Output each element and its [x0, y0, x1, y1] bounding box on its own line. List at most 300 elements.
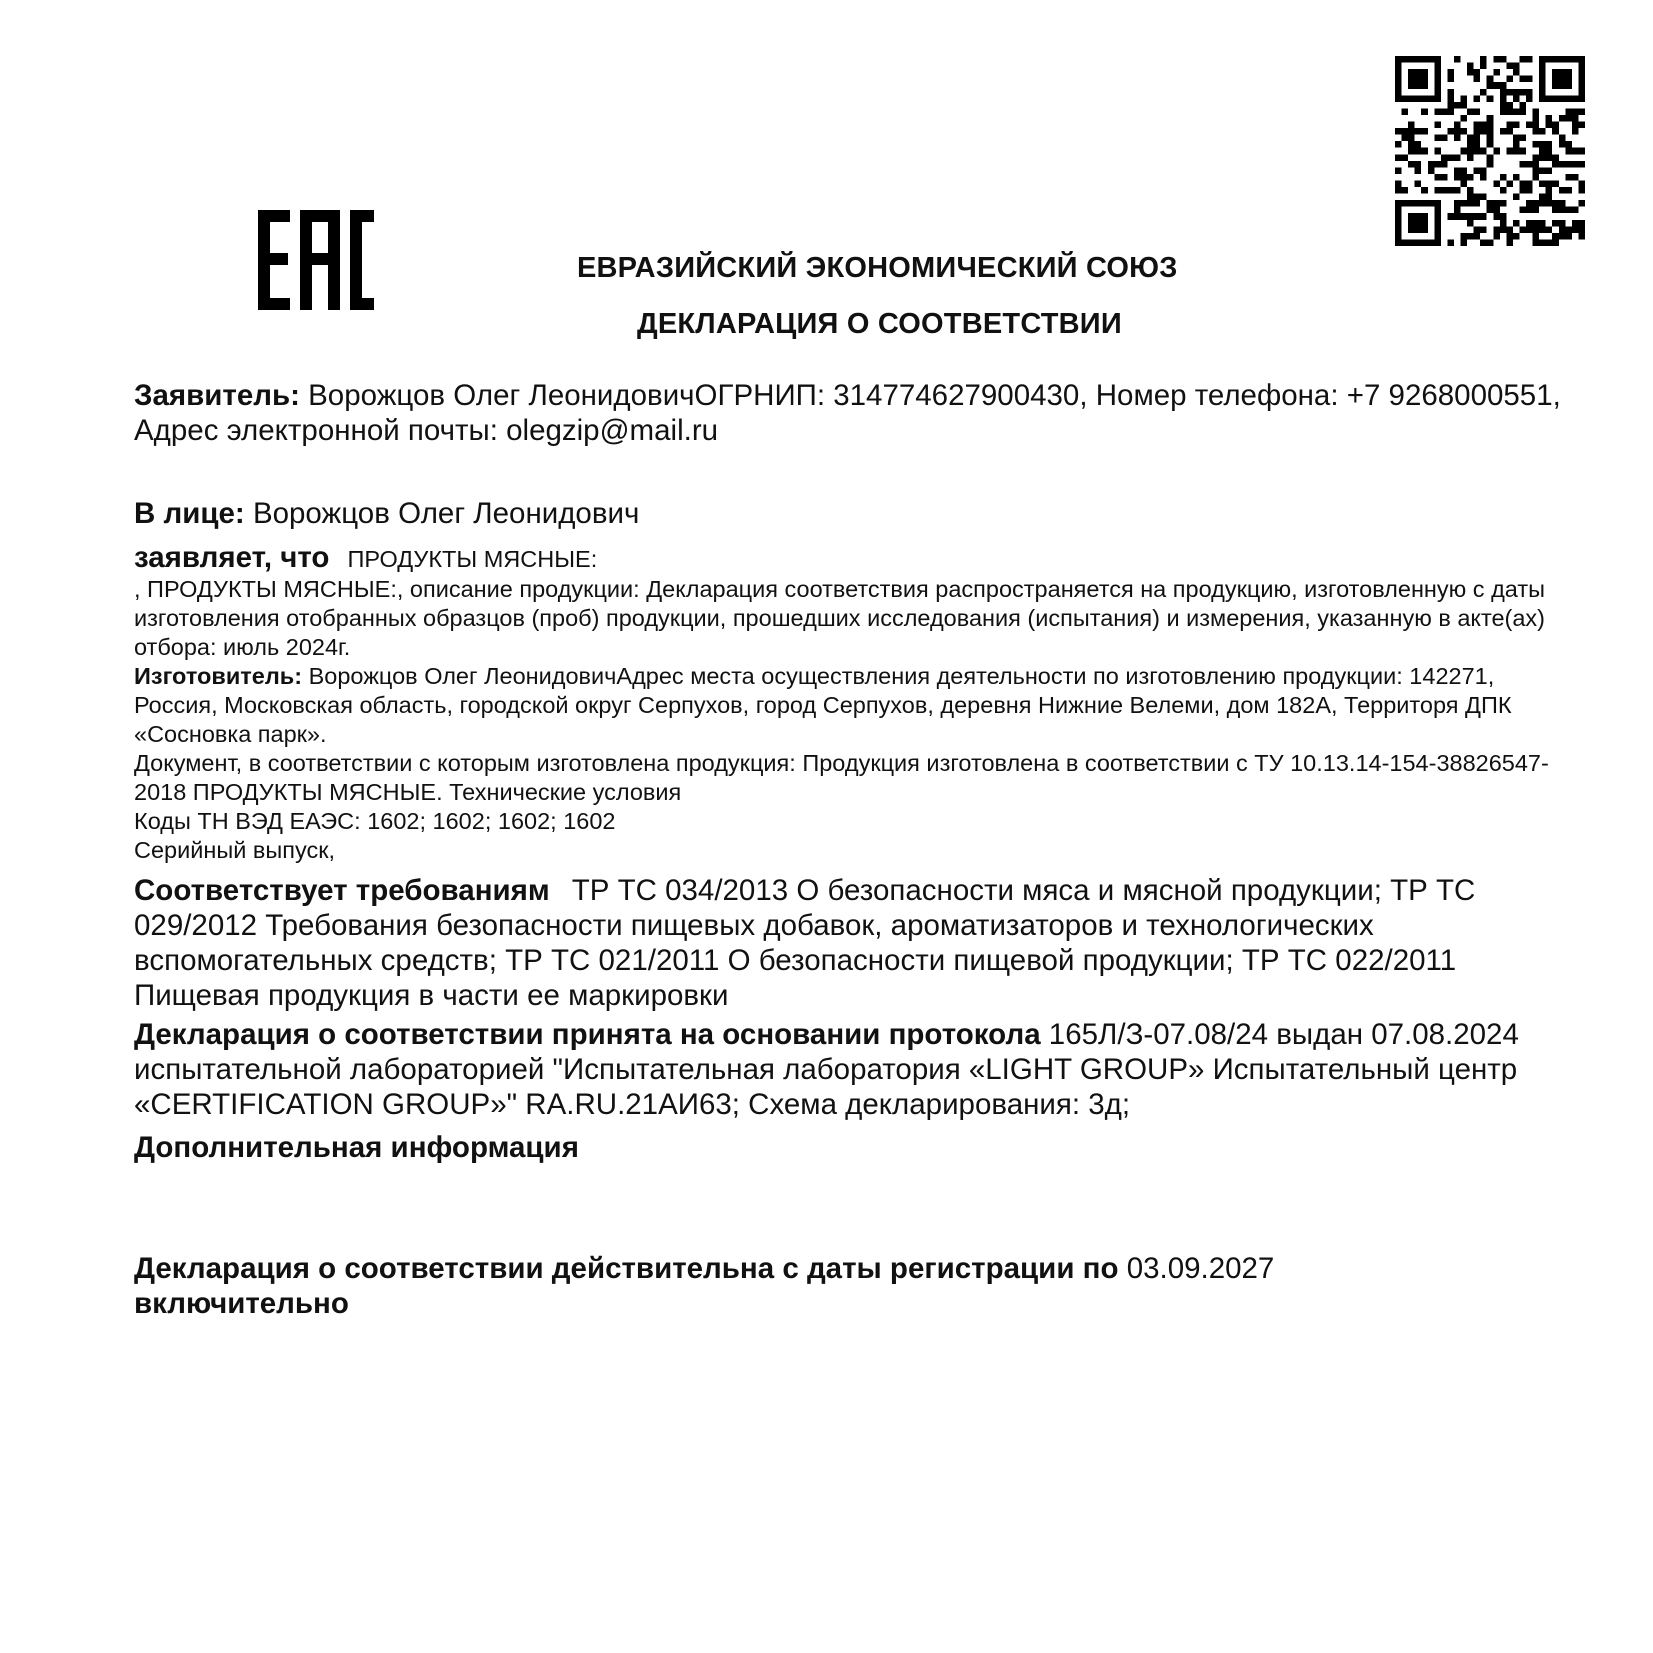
qr-module: [1533, 233, 1540, 240]
qr-module: [1434, 135, 1441, 142]
qr-module: [1454, 154, 1461, 161]
qr-module: [1428, 167, 1435, 174]
qr-module: [1467, 108, 1474, 115]
qr-module: [1506, 63, 1513, 70]
qr-module: [1487, 135, 1494, 142]
qr-module: [1487, 115, 1494, 122]
qr-module: [1572, 220, 1579, 227]
qr-module: [1447, 213, 1454, 220]
qr-module: [1539, 194, 1546, 201]
qr-module: [1461, 174, 1468, 181]
qr-module: [1428, 161, 1435, 168]
qr-module: [1447, 89, 1454, 96]
qr-module: [1467, 154, 1474, 161]
qr-module: [1552, 207, 1559, 214]
qr-module: [1408, 161, 1415, 168]
qr-module: [1480, 128, 1487, 135]
qr-module: [1513, 135, 1520, 142]
qr-module: [1454, 128, 1461, 135]
qr-module: [1480, 174, 1487, 181]
qr-module: [1474, 213, 1481, 220]
qr-module: [1454, 56, 1461, 63]
conformity-label: Соответствует требованиям: [134, 874, 550, 907]
qr-module: [1480, 56, 1487, 63]
qr-module: [1572, 174, 1579, 181]
qr-module: [1578, 226, 1585, 233]
qr-module: [1447, 187, 1454, 194]
qr-module: [1578, 108, 1585, 115]
qr-module: [1552, 233, 1559, 240]
qr-module: [1513, 69, 1520, 76]
declaration-body: [134, 378, 1564, 1321]
qr-module: [1572, 148, 1579, 155]
qr-module: [1565, 187, 1572, 194]
qr-module: [1395, 128, 1402, 135]
product-details: [134, 575, 1564, 865]
qr-module: [1513, 141, 1520, 148]
qr-module: [1474, 141, 1481, 148]
qr-module: [1474, 76, 1481, 83]
qr-module: [1533, 154, 1540, 161]
qr-module: [1480, 213, 1487, 220]
qr-module: [1474, 148, 1481, 155]
qr-module: [1487, 161, 1494, 168]
qr-module: [1513, 89, 1520, 96]
qr-module: [1506, 148, 1513, 155]
qr-module: [1533, 115, 1540, 122]
qr-module: [1461, 102, 1468, 109]
qr-module: [1578, 200, 1585, 207]
qr-module: [1487, 122, 1494, 129]
qr-module: [1539, 200, 1546, 207]
qr-module: [1395, 154, 1402, 161]
additional-info-heading: Дополнительная информация: [134, 1131, 579, 1164]
qr-module: [1395, 141, 1402, 148]
qr-module: [1467, 220, 1474, 227]
qr-module: [1493, 56, 1500, 63]
qr-module: [1533, 220, 1540, 227]
qr-module: [1493, 180, 1500, 187]
qr-module: [1434, 187, 1441, 194]
qr-module: [1461, 213, 1468, 220]
document-basis: Документ, в соответствии с которым изготовлена продукция: Продукция изготовлена в соответствии с ТУ 10.13.14-154-38826547-2018 ПРОДУКТЫ МЯСНЫЕ. Технические условия: [134, 750, 1549, 805]
qr-module: [1533, 174, 1540, 181]
qr-module: [1559, 226, 1566, 233]
qr-module: [1526, 95, 1533, 102]
qr-module: [1415, 148, 1422, 155]
qr-module: [1546, 148, 1553, 155]
qr-module: [1474, 226, 1481, 233]
qr-module: [1447, 128, 1454, 135]
qr-module: [1539, 141, 1546, 148]
qr-module: [1506, 76, 1513, 83]
qr-module: [1506, 128, 1513, 135]
validity-suffix: включительно: [134, 1287, 349, 1320]
qr-module: [1421, 128, 1428, 135]
qr-module: [1454, 102, 1461, 109]
qr-module: [1461, 148, 1468, 155]
qr-module: [1434, 148, 1441, 155]
qr-module: [1578, 187, 1585, 194]
union-heading: ЕВРАЗИЙСКИЙ ЭКОНОМИЧЕСКИЙ СОЮЗ: [577, 252, 1178, 284]
qr-module: [1474, 194, 1481, 201]
qr-module: [1533, 239, 1540, 246]
qr-module: [1500, 187, 1507, 194]
qr-module: [1461, 115, 1468, 122]
qr-module: [1559, 220, 1566, 227]
qr-module: [1493, 148, 1500, 155]
qr-module: [1402, 135, 1409, 142]
conformity-text: ТР ТС 034/2013 О безопасности мяса и мясной продукции; ТР ТС 029/2012 Требования безопасности пищевых добавок, ароматизаторов и технологических вспомогательных средств; ТР ТС 021/2011 О безопасности пищевой продукции; ТР ТС 022/2011 Пищевая продукция в части ее маркировки: [134, 874, 1476, 1012]
qr-module: [1474, 128, 1481, 135]
qr-module: [1546, 122, 1553, 129]
qr-module: [1506, 180, 1513, 187]
qr-module: [1546, 167, 1553, 174]
qr-module: [1480, 167, 1487, 174]
qr-module: [1467, 69, 1474, 76]
qr-module: [1565, 148, 1572, 155]
qr-module: [1434, 161, 1441, 168]
qr-module: [1454, 174, 1461, 181]
qr-module: [1565, 141, 1572, 148]
qr-module: [1461, 95, 1468, 102]
qr-module: [1474, 167, 1481, 174]
qr-module: [1434, 122, 1441, 129]
qr-module: [1572, 207, 1579, 214]
qr-module: [1415, 128, 1422, 135]
qr-module: [1559, 141, 1566, 148]
qr-module: [1539, 128, 1546, 135]
qr-module: [1533, 207, 1540, 214]
qr-module: [1500, 174, 1507, 181]
qr-module: [1500, 82, 1507, 89]
qr-module: [1539, 220, 1546, 227]
qr-module: [1519, 161, 1526, 168]
qr-module: [1552, 239, 1559, 246]
qr-module: [1533, 108, 1540, 115]
representative-section: [134, 496, 1564, 531]
qr-module: [1559, 207, 1566, 214]
qr-module: [1519, 102, 1526, 109]
qr-module: [1578, 220, 1585, 227]
qr-module: [1447, 69, 1454, 76]
tn-ved-codes: Коды ТН ВЭД ЕАЭС: 1602; 1602; 1602; 1602: [134, 808, 616, 834]
protocol-text: 165Л/З-07.08/24 выдан 07.08.2024 испытательной лабораторией "Испытательная лаборатория «LIGHT GROUP» Испытательный центр «CERTIFICATION GROUP»" RA.RU.21АИ63; Схема декларирования: 3д;: [134, 1018, 1519, 1121]
qr-module: [1565, 233, 1572, 240]
qr-module: [1559, 187, 1566, 194]
qr-module: [1480, 122, 1487, 129]
qr-module: [1546, 154, 1553, 161]
qr-module: [1506, 102, 1513, 109]
qr-module: [1546, 200, 1553, 207]
qr-module: [1539, 239, 1546, 246]
qr-module: [1408, 122, 1415, 129]
qr-module: [1526, 220, 1533, 227]
validity-date: 03.09.2027: [1118, 1252, 1275, 1285]
qr-module: [1441, 187, 1448, 194]
document-title: ДЕКЛАРАЦИЯ О СООТВЕТСТВИИ: [637, 308, 1122, 340]
qr-module: [1513, 122, 1520, 129]
qr-module: [1539, 148, 1546, 155]
qr-module: [1513, 63, 1520, 70]
qr-module: [1526, 76, 1533, 83]
qr-module: [1461, 167, 1468, 174]
qr-module: [1559, 161, 1566, 168]
qr-module: [1500, 102, 1507, 109]
qr-module: [1467, 135, 1474, 142]
qr-module: [1519, 76, 1526, 83]
qr-module: [1500, 226, 1507, 233]
qr-module: [1519, 148, 1526, 155]
qr-module: [1454, 200, 1461, 207]
qr-module: [1578, 122, 1585, 129]
qr-module: [1480, 89, 1487, 96]
qr-module: [1526, 187, 1533, 194]
qr-module: [1519, 207, 1526, 214]
qr-module: [1506, 239, 1513, 246]
qr-module: [1480, 148, 1487, 155]
qr-module: [1487, 141, 1494, 148]
qr-module: [1474, 95, 1481, 102]
qr-module: [1519, 56, 1526, 63]
qr-module: [1474, 135, 1481, 142]
qr-module: [1415, 161, 1422, 168]
protocol-label: Декларация о соответствии принята на основании протокола: [134, 1018, 1041, 1051]
qr-module: [1480, 63, 1487, 70]
applicant-text: Ворожцов Олег ЛеонидовичОГРНИП: 314774627900430, Номер телефона: +7 9268000551, Адрес электронной почты: olegzip@mail.ru: [134, 379, 1561, 447]
qr-module: [1493, 226, 1500, 233]
qr-module: [1519, 135, 1526, 142]
conformity-section: [134, 873, 1564, 1013]
qr-module: [1500, 220, 1507, 227]
qr-module: [1447, 76, 1454, 83]
qr-module: [1506, 89, 1513, 96]
qr-module: [1493, 213, 1500, 220]
qr-module: [1487, 95, 1494, 102]
qr-module: [1487, 239, 1494, 246]
qr-module: [1559, 115, 1566, 122]
qr-module: [1546, 226, 1553, 233]
qr-module: [1552, 154, 1559, 161]
serial-release: Серийный выпуск,: [134, 837, 336, 863]
qr-module: [1415, 180, 1422, 187]
qr-module: [1578, 233, 1585, 240]
qr-module: [1493, 69, 1500, 76]
qr-module: [1513, 194, 1520, 201]
qr-module: [1513, 108, 1520, 115]
qr-module: [1526, 56, 1533, 63]
qr-module: [1493, 233, 1500, 240]
qr-module: [1559, 233, 1566, 240]
qr-module: [1474, 233, 1481, 240]
qr-module: [1500, 95, 1507, 102]
qr-module: [1474, 108, 1481, 115]
qr-module: [1500, 108, 1507, 115]
qr-module: [1546, 141, 1553, 148]
qr-module: [1565, 115, 1572, 122]
qr-module: [1533, 226, 1540, 233]
qr-module: [1474, 69, 1481, 76]
qr-module: [1402, 108, 1409, 115]
qr-module: [1461, 128, 1468, 135]
qr-module: [1559, 135, 1566, 142]
qr-module: [1546, 239, 1553, 246]
qr-module: [1539, 180, 1546, 187]
qr-module: [1526, 89, 1533, 96]
qr-module: [1565, 207, 1572, 214]
qr-module: [1415, 167, 1422, 174]
qr-module: [1519, 226, 1526, 233]
qr-module: [1474, 200, 1481, 207]
qr-module: [1421, 187, 1428, 194]
qr-module: [1447, 102, 1454, 109]
qr-module: [1500, 128, 1507, 135]
qr-module: [1454, 122, 1461, 129]
qr-module: [1421, 108, 1428, 115]
manufacturer-text: Ворожцов Олег ЛеонидовичАдрес места осуществления деятельности по изготовлению продукции: 142271, Россия, Московская область, городской округ Серпухов, город Серпухов, деревня Нижние Велеми, дом 182А, Территоря ДПК «Сосновка парк».: [134, 663, 1512, 747]
declares-section: [134, 541, 1564, 575]
qr-module: [1519, 108, 1526, 115]
applicant-label: Заявитель:: [134, 379, 300, 412]
qr-module: [1519, 89, 1526, 96]
qr-module: [1467, 200, 1474, 207]
qr-module: [1480, 194, 1487, 201]
qr-module: [1447, 239, 1454, 246]
eac-logo: [256, 208, 376, 312]
qr-module: [1402, 128, 1409, 135]
qr-module: [1395, 180, 1402, 187]
qr-module: [1539, 167, 1546, 174]
qr-module: [1467, 213, 1474, 220]
qr-module: [1500, 89, 1507, 96]
qr-module: [1447, 95, 1454, 102]
qr-module: [1467, 141, 1474, 148]
product-description: , ПРОДУКТЫ МЯСНЫЕ:, описание продукции: Декларация соответствия распространяется на продукцию, изготовленную с даты изготовления отобранных образцов (проб) продукции, прошедших исследования (испытания) и измерения, указанную в акте(ах) отбора: июль 2024г.: [134, 576, 1546, 660]
qr-module: [1487, 154, 1494, 161]
qr-module: [1572, 128, 1579, 135]
qr-module: [1441, 174, 1448, 181]
qr-module: [1565, 226, 1572, 233]
qr-module: [1493, 200, 1500, 207]
qr-module: [1467, 187, 1474, 194]
qr-module: [1546, 180, 1553, 187]
qr-module: [1506, 108, 1513, 115]
manufacturer-label: Изготовитель:: [134, 663, 303, 689]
qr-module: [1513, 95, 1520, 102]
representative-label: В лице:: [134, 497, 245, 530]
qr-module: [1415, 141, 1422, 148]
qr-module: [1546, 194, 1553, 201]
qr-module: [1578, 180, 1585, 187]
qr-module: [1526, 200, 1533, 207]
qr-module: [1546, 115, 1553, 122]
qr-module: [1487, 128, 1494, 135]
qr-module: [1441, 108, 1448, 115]
qr-module: [1506, 122, 1513, 129]
qr-module: [1441, 154, 1448, 161]
applicant-section: [134, 378, 1564, 448]
qr-module: [1513, 233, 1520, 240]
qr-module: [1454, 187, 1461, 194]
qr-module: [1546, 187, 1553, 194]
qr-module: [1533, 167, 1540, 174]
qr-module: [1519, 180, 1526, 187]
qr-module: [1552, 122, 1559, 129]
qr-module: [1408, 141, 1415, 148]
qr-module: [1539, 226, 1546, 233]
qr-module: [1434, 174, 1441, 181]
qr-module: [1500, 213, 1507, 220]
qr-module: [1578, 148, 1585, 155]
qr-module: [1480, 226, 1487, 233]
qr-module: [1454, 167, 1461, 174]
qr-module: [1447, 154, 1454, 161]
qr-module: [1454, 135, 1461, 142]
qr-module: [1526, 207, 1533, 214]
qr-module: [1402, 154, 1409, 161]
validity-label: Декларация о соответствии действительна с даты регистрации по: [134, 1252, 1119, 1285]
qr-module: [1454, 213, 1461, 220]
qr-module: [1526, 226, 1533, 233]
qr-module: [1552, 220, 1559, 227]
qr-module: [1533, 161, 1540, 168]
representative-text: Ворожцов Олег Леонидович: [244, 497, 640, 530]
qr-module: [1461, 180, 1468, 187]
qr-module: [1421, 148, 1428, 155]
qr-module: [1526, 161, 1533, 168]
qr-module: [1526, 122, 1533, 129]
qr-module: [1402, 187, 1409, 194]
qr-module: [1467, 194, 1474, 201]
qr-module: [1480, 239, 1487, 246]
protocol-section: [134, 1017, 1564, 1122]
qr-module: [1467, 233, 1474, 240]
qr-module: [1552, 161, 1559, 168]
qr-code: [1395, 56, 1585, 246]
qr-module: [1552, 200, 1559, 207]
qr-module: [1533, 128, 1540, 135]
qr-module: [1408, 135, 1415, 142]
qr-module: [1461, 233, 1468, 240]
qr-module: [1572, 226, 1579, 233]
qr-module: [1572, 122, 1579, 129]
qr-module: [1454, 207, 1461, 214]
qr-module: [1487, 82, 1494, 89]
qr-module: [1467, 148, 1474, 155]
qr-module: [1565, 161, 1572, 168]
qr-module: [1519, 187, 1526, 194]
qr-module: [1493, 82, 1500, 89]
qr-module: [1526, 180, 1533, 187]
qr-module: [1434, 108, 1441, 115]
qr-module: [1565, 108, 1572, 115]
qr-module: [1395, 167, 1402, 174]
qr-module: [1506, 233, 1513, 240]
qr-module: [1572, 115, 1579, 122]
qr-module: [1578, 161, 1585, 168]
qr-module: [1500, 56, 1507, 63]
qr-module: [1506, 226, 1513, 233]
qr-module: [1533, 141, 1540, 148]
declares-product: ПРОДУКТЫ МЯСНЫЕ:: [347, 546, 598, 572]
qr-module: [1572, 108, 1579, 115]
qr-module: [1461, 239, 1468, 246]
qr-module: [1441, 161, 1448, 168]
qr-module: [1533, 200, 1540, 207]
qr-module: [1572, 161, 1579, 168]
qr-module: [1467, 63, 1474, 70]
qr-module: [1493, 207, 1500, 214]
